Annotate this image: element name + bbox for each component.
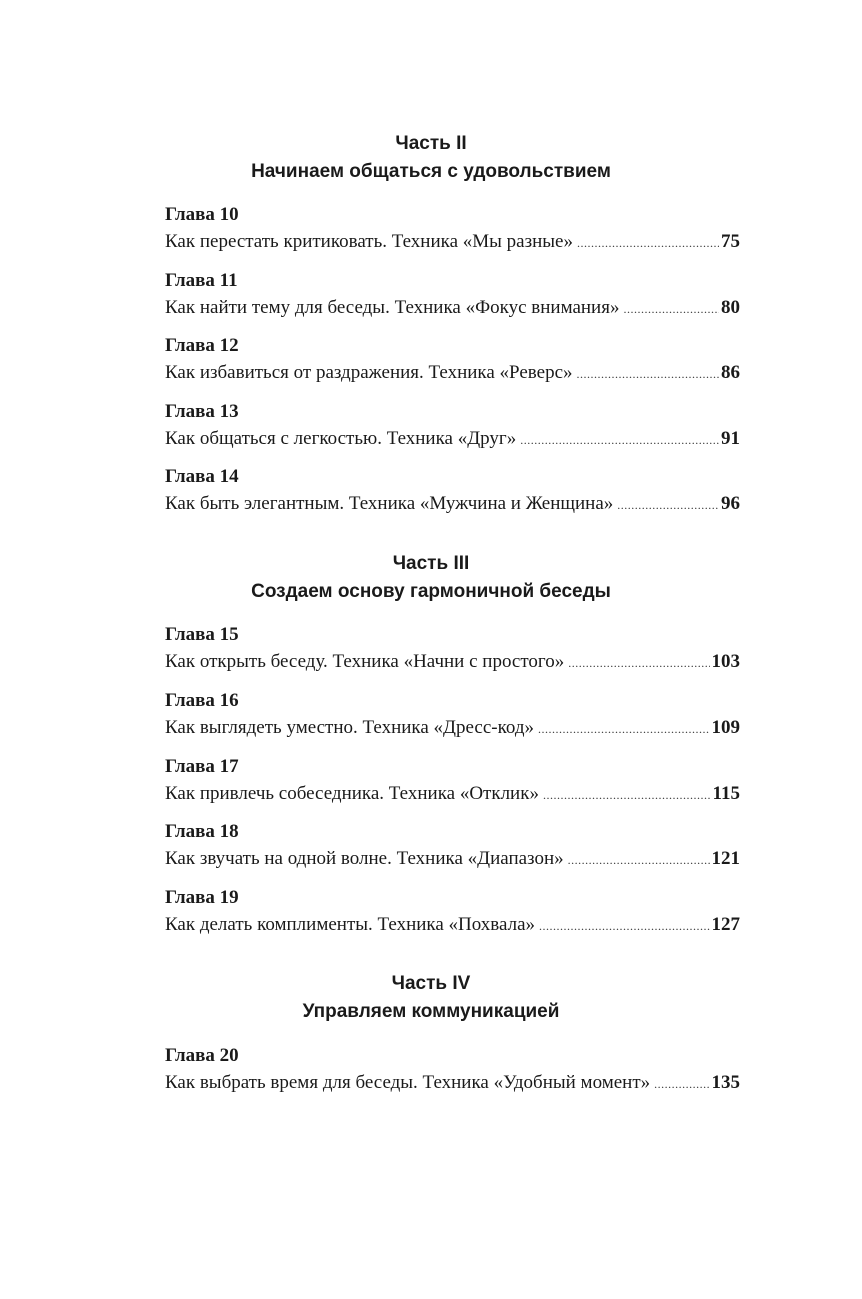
chapter-title: Как общаться с легкостью. Техника «Друг» <box>165 428 517 449</box>
toc-entry[interactable] <box>165 884 740 940</box>
chapter-number: Глава 16 <box>165 690 239 711</box>
part-heading <box>0 550 862 606</box>
chapter-title: Как выглядеть уместно. Техника «Дресс-код» <box>165 717 534 738</box>
part-heading <box>0 970 862 1026</box>
page-number: 135 <box>711 1072 740 1093</box>
chapter-number: Глава 14 <box>165 466 239 487</box>
toc-entry[interactable] <box>165 201 740 257</box>
chapter-title: Как перестать критиковать. Техника «Мы разные» <box>165 231 573 252</box>
page-number: 80 <box>721 297 740 318</box>
chapter-title: Как открыть беседу. Техника «Начни с простого» <box>165 651 565 672</box>
toc-entry[interactable] <box>165 621 740 677</box>
page-number: 115 <box>712 783 740 804</box>
page-number: 75 <box>721 231 740 252</box>
dot-leader <box>568 650 709 677</box>
toc-entry[interactable] <box>165 818 740 874</box>
chapter-title: Как привлечь собеседника. Техника «Отклик» <box>165 783 539 804</box>
chapter-title: Как выбрать время для беседы. Техника «Удобный момент» <box>165 1072 651 1093</box>
part-title: Часть III <box>392 553 470 574</box>
dot-leader <box>538 716 710 743</box>
chapter-title: Как быть элегантным. Техника «Мужчина и Женщина» <box>165 493 614 514</box>
chapter-number: Глава 20 <box>165 1045 239 1066</box>
toc-entry[interactable] <box>165 332 740 388</box>
part-subtitle: Начинаем общаться с удовольствием <box>251 161 611 182</box>
page-number: 121 <box>711 848 740 869</box>
chapter-number: Глава 13 <box>165 401 239 422</box>
part-subtitle: Управляем коммуникацией <box>302 1001 560 1022</box>
part-subtitle: Создаем основу гармоничной беседы <box>251 581 611 602</box>
toc-entry[interactable] <box>165 1042 740 1098</box>
dot-leader <box>617 492 719 519</box>
dot-leader <box>568 847 710 874</box>
chapter-title: Как избавиться от раздражения. Техника «Реверс» <box>165 362 573 383</box>
dot-leader <box>623 296 719 323</box>
chapter-number: Глава 19 <box>165 887 239 908</box>
page-number: 91 <box>721 428 740 449</box>
chapter-number: Глава 18 <box>165 821 239 842</box>
dot-leader <box>654 1071 709 1098</box>
dot-leader <box>520 427 719 454</box>
dot-leader <box>577 361 719 388</box>
chapter-number: Глава 11 <box>165 270 238 291</box>
part-heading <box>0 130 862 186</box>
part-title: Часть II <box>395 133 467 154</box>
toc-entry[interactable] <box>165 753 740 809</box>
part-title: Часть IV <box>391 973 471 994</box>
page-number: 127 <box>711 914 740 935</box>
toc-entry[interactable] <box>165 463 740 519</box>
dot-leader <box>543 782 711 809</box>
toc-entry[interactable] <box>165 687 740 743</box>
toc-entry[interactable] <box>165 398 740 454</box>
toc-entry[interactable] <box>165 267 740 323</box>
page-number: 96 <box>721 493 740 514</box>
page-number: 103 <box>711 651 740 672</box>
chapter-number: Глава 12 <box>165 335 239 356</box>
page-number: 109 <box>711 717 740 738</box>
chapter-title: Как найти тему для беседы. Техника «Фокус внимания» <box>165 297 620 318</box>
chapter-number: Глава 10 <box>165 204 239 225</box>
chapter-title: Как делать комплименты. Техника «Похвала» <box>165 914 536 935</box>
dot-leader <box>577 230 719 257</box>
chapter-number: Глава 17 <box>165 756 239 777</box>
page-number: 86 <box>721 362 740 383</box>
chapter-number: Глава 15 <box>165 624 239 645</box>
chapter-title: Как звучать на одной волне. Техника «Диапазон» <box>165 848 564 869</box>
dot-leader <box>539 913 709 940</box>
